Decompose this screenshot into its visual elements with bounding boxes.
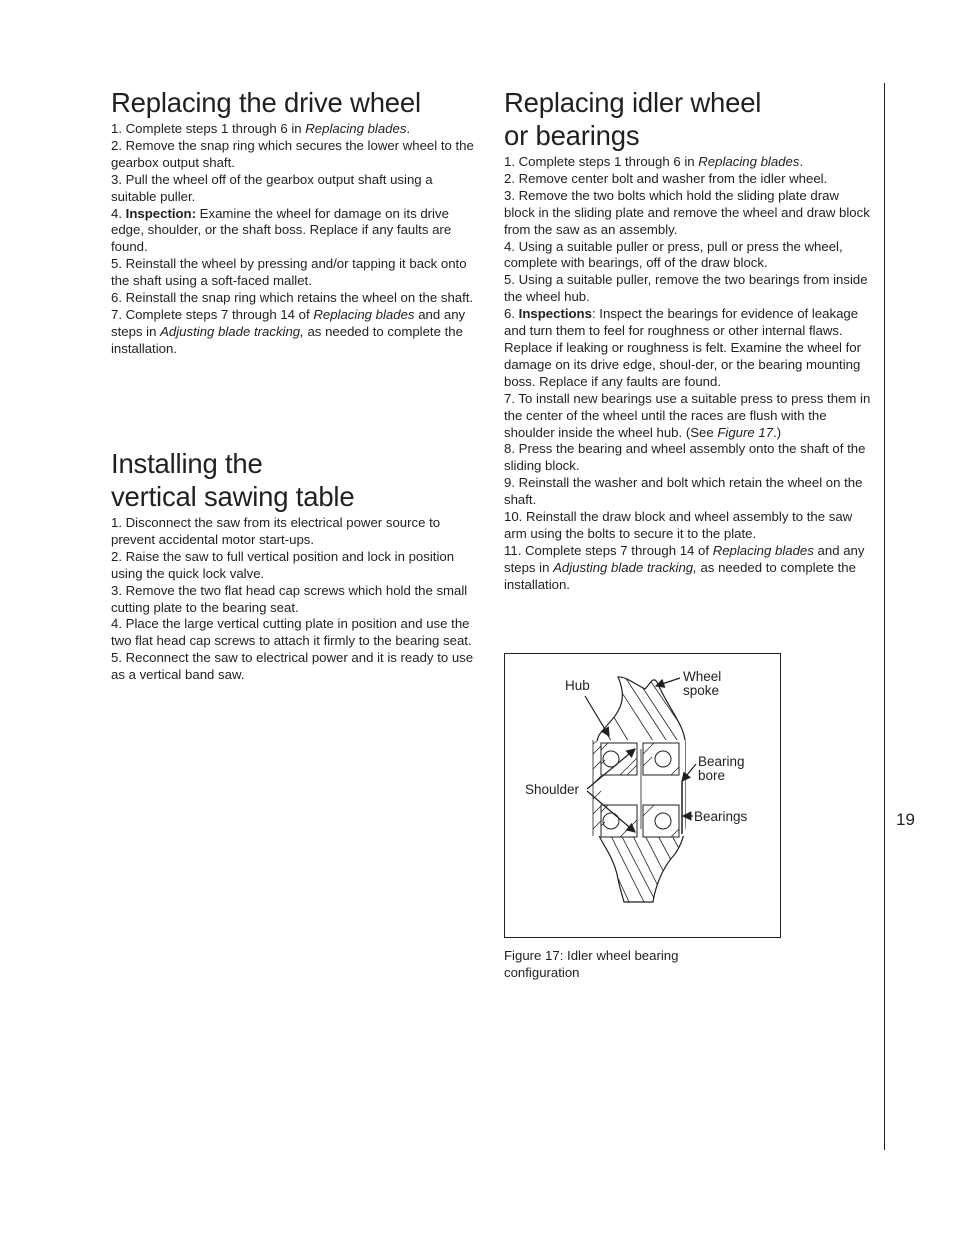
step-text: and any steps in [111,306,466,339]
step-text: Figure 17 [717,424,774,440]
step-text: Examine the wheel for damage on its drive edge, shoulder, or the shaft boss. Replace if any faults are found. [111,205,452,255]
step-paragraph [504,272,872,306]
step-paragraph [504,239,872,273]
step-text: Adjusting blade tracking, [553,559,697,575]
section-sawing-table [111,447,481,684]
sawing-table-heading-line2: vertical sawing table [111,481,355,512]
sawing-table-heading [111,447,481,513]
step-paragraph [504,154,872,171]
figure-caption-line1: Figure 17: Idler wheel bearing [504,948,679,963]
step-text: 2. Raise the saw to full vertical position and lock in position using the quick lock valve. [111,548,455,581]
step-text: 3. Remove the two bolts which hold the sliding plate draw block in the sliding plate and remove the wheel and draw block from the saw as an assembly. [504,187,870,237]
step-paragraph [111,121,481,138]
step-text: 4. [111,205,126,221]
section-drive-wheel [111,86,481,358]
idler-wheel-heading [504,86,872,152]
step-paragraph [504,441,872,475]
step-text: 6. Reinstall the snap ring which retains the wheel on the shaft. [111,290,474,306]
label-shoulder: Shoulder [525,782,580,797]
label-bearings: Bearings [694,809,748,824]
label-spoke: spoke [683,683,720,698]
section-idler-wheel [504,86,872,594]
step-paragraph [111,549,481,583]
step-text: Adjusting blade tracking, [160,323,304,339]
step-text: 1. Complete steps 1 through 6 in [111,121,306,136]
step-text: . [406,121,411,136]
step-text: 9. Reinstall the washer and bolt which retain the wheel on the shaft. [504,475,863,508]
step-text: 1. Disconnect the saw from its electrical power source to prevent accidental motor start-ups. [111,515,441,547]
step-paragraph [111,290,481,307]
label-wheel: Wheel [683,669,722,684]
idler-wheel-steps [504,154,872,594]
step-text: Inspections [518,306,592,322]
label-hub: Hub [565,678,590,693]
page-number: 19 [896,810,915,829]
step-text: 2. Remove the snap ring which secures the lower wheel to the gearbox output shaft. [111,137,474,170]
step-text: 11. Complete steps 7 through 14 of [504,542,713,558]
step-text: 5. Reconnect the saw to electrical power and it is ready to use as a vertical band saw. [111,650,474,683]
step-paragraph [111,583,481,617]
step-paragraph [111,650,481,684]
step-text: 5. Using a suitable puller, remove the two bearings from inside the wheel hub. [504,272,868,305]
label-bore: bore [698,768,726,783]
label-bearing: Bearing [698,754,745,769]
step-text: Inspection: [125,205,197,221]
step-paragraph [504,171,872,188]
drive-wheel-steps [111,121,481,358]
step-text: : Inspect the bearings for evidence of leakage and turn them to feel for roughness or other internal flaws. Replace if leaking or roughness is felt. Examine the wheel for damage on its drive edge, shoul-der, or the bearing mounting boss. Replace if any faults are found. [504,306,861,389]
step-paragraph [504,475,872,509]
idler-wheel-heading-line1: Replacing idler wheel [504,87,762,118]
step-text: and any steps in [504,542,865,575]
step-text: 5. Reinstall the wheel by pressing and/or tapping it back onto the shaft using a soft-faced mallet. [111,256,467,289]
figure-caption-line2: configuration [504,965,580,980]
step-text: 3. Remove the two flat head cap screws which hold the small cutting plate to the bearing seat. [111,582,468,615]
step-text: as needed to complete the installation. [111,323,463,356]
step-paragraph [111,172,481,206]
step-paragraph [111,138,481,172]
step-paragraph [111,616,481,650]
step-paragraph [504,391,872,442]
idler-wheel-heading-line2: or bearings [504,120,640,151]
sawing-table-heading-line1: Installing the [111,448,263,479]
step-paragraph [111,515,481,549]
step-text: 7. To install new bearings use a suitable press to press them in the center of the wheel until the races are flush with the shoulder inside the wheel hub. (See [504,390,871,440]
hub-arrow [585,696,609,736]
step-text: Replacing blades [698,154,800,169]
step-text: as needed to complete the installation. [504,559,856,592]
step-text: 6. [504,306,519,322]
idler-wheel-bearing-drawing [505,654,780,937]
drive-wheel-heading: Replacing the drive wheel [111,87,421,118]
step-text: 3. Pull the wheel off of the gearbox output shaft using a suitable puller. [111,171,433,204]
sawing-table-steps [111,515,481,684]
step-paragraph [111,256,481,290]
step-text: 7. Complete steps 7 through 14 of [111,306,314,322]
step-text: Replacing blades [712,542,814,558]
step-text: .) [773,424,782,440]
step-text: 4. Using a suitable puller or press, pull or press the wheel, complete with bearings, off of the draw block. [504,238,843,271]
step-paragraph [504,543,872,594]
step-text: 1. Complete steps 1 through 6 in [504,154,699,169]
figure-17-diagram [504,653,781,938]
margin-rule [884,83,885,1150]
step-paragraph [111,307,481,358]
step-paragraph [504,306,872,391]
step-paragraph [504,188,872,239]
step-text: 4. Place the large vertical cutting plate in position and use the two flat head cap screws to attach it firmly to the bearing seat. [111,616,472,649]
step-text: 8. Press the bearing and wheel assembly onto the shaft of the sliding block. [504,441,866,474]
wheel-spoke-arrow [656,678,680,686]
step-text: Replacing blades [313,306,415,322]
step-paragraph [504,509,872,543]
step-text: . [799,154,804,169]
step-paragraph [111,206,481,257]
step-text: 10. Reinstall the draw block and wheel assembly to the saw arm using the bolts to secure it to the plate. [504,509,853,541]
step-text: Replacing blades [305,121,407,136]
step-text: 2. Remove center bolt and washer from the idler wheel. [504,170,828,186]
figure-caption [504,947,724,981]
